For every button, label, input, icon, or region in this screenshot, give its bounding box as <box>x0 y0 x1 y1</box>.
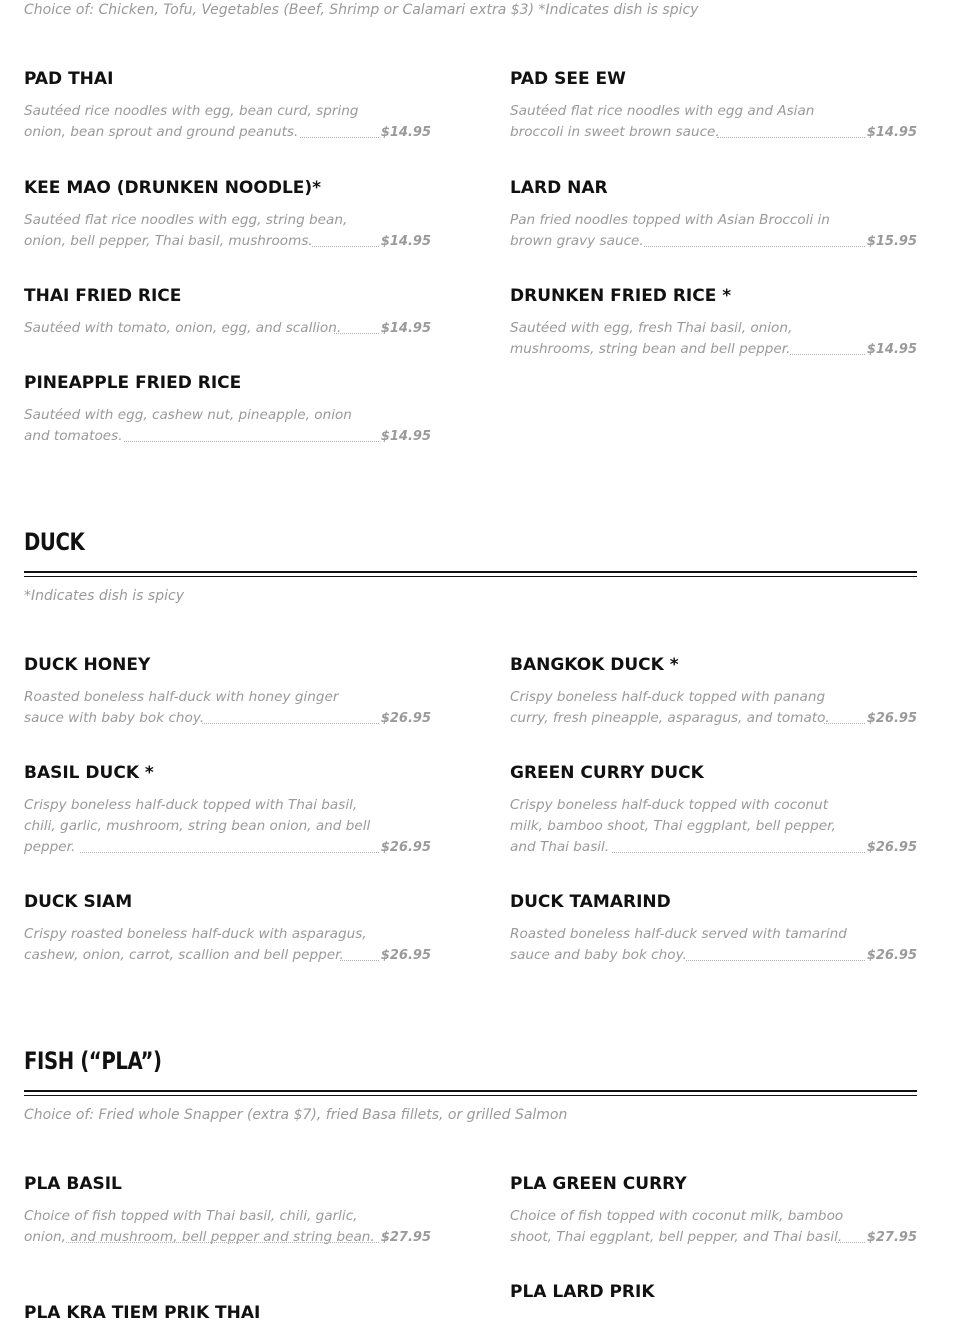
item-price: $27.95 <box>866 1230 917 1245</box>
menu-item-duck-tamarind <box>510 891 917 966</box>
leader-dots <box>202 723 379 724</box>
leader-dots <box>340 960 379 961</box>
item-description: Sautéed with egg, cashew nut, pineapple, onion and tomatoes. <box>24 407 352 444</box>
item-price: $14.95 <box>380 321 431 336</box>
item-name: KEE MAO (DRUNKEN NOODLE)* <box>24 178 322 198</box>
leader-dots <box>644 246 865 247</box>
item-price: $14.95 <box>380 125 431 140</box>
section-divider <box>24 571 917 577</box>
menu-item-pla-lard-prik <box>510 1281 917 1303</box>
item-price: $14.95 <box>380 429 431 444</box>
leader-dots <box>717 137 865 138</box>
menu-item-pla-basil <box>24 1173 431 1248</box>
leader-dots <box>312 246 379 247</box>
menu-item-lard-nar <box>510 177 917 252</box>
menu-item-drunken-fried-rice <box>510 285 917 360</box>
leader-dots <box>686 960 865 961</box>
leader-dots <box>300 137 379 138</box>
item-name: PAD THAI <box>24 69 114 89</box>
section-divider <box>24 1090 917 1096</box>
item-name: LARD NAR <box>510 178 608 198</box>
leader-dots <box>80 852 379 853</box>
item-price: $26.95 <box>380 948 431 963</box>
fish-note: Choice of: Fried whole Snapper (extra $7), fried Basa fillets, or grilled Salmon <box>24 1107 568 1123</box>
item-name: BANGKOK DUCK * <box>510 655 679 675</box>
menu-item-pad-see-ew <box>510 68 917 143</box>
menu-item-green-curry-duck <box>510 762 917 858</box>
item-price: $14.95 <box>866 342 917 357</box>
leader-dots <box>824 723 865 724</box>
item-price: $26.95 <box>380 711 431 726</box>
item-price: $27.95 <box>380 1230 431 1245</box>
item-description: Sautéed with egg, fresh Thai basil, onion, mushrooms, string bean and bell pepper. <box>510 320 793 357</box>
item-name: GREEN CURRY DUCK <box>510 763 704 783</box>
item-description: Crispy boneless half-duck topped with coconut milk, bamboo shoot, Thai eggplant, bell pepper, and Thai basil. <box>510 797 836 855</box>
item-name: DRUNKEN FRIED RICE * <box>510 286 732 306</box>
item-description: Pan fried noodles topped with Asian Broccoli in brown gravy sauce. <box>510 212 830 249</box>
menu-item-bangkok-duck <box>510 654 917 729</box>
menu-item-pla-green-curry <box>510 1173 917 1248</box>
item-name: THAI FRIED RICE <box>24 286 182 306</box>
item-name: BASIL DUCK * <box>24 763 154 783</box>
item-name: PINEAPPLE FRIED RICE <box>24 373 242 393</box>
item-description: Sautéed with tomato, onion, egg, and scallion. <box>24 320 342 336</box>
item-description: Roasted boneless half-duck with honey ginger sauce with baby bok choy. <box>24 689 339 726</box>
leader-dots <box>836 1242 865 1243</box>
menu-item-duck-siam <box>24 891 431 966</box>
item-description: Sautéed flat rice noodles with egg and Asian broccoli in sweet brown sauce. <box>510 103 815 140</box>
leader-dots <box>790 354 865 355</box>
item-description: Crispy roasted boneless half-duck with asparagus, cashew, onion, carrot, scallion and bell pepper. <box>24 926 367 963</box>
item-name: PLA KRA TIEM PRIK THAI <box>24 1303 261 1323</box>
item-price: $14.95 <box>866 125 917 140</box>
item-description: Choice of fish topped with Thai basil, chili, garlic, onion, and mushroom, bell pepper and string bean. <box>24 1208 375 1245</box>
menu-item-thai-fried-rice <box>24 285 431 339</box>
leader-dots <box>66 1242 379 1243</box>
menu-item-basil-duck <box>24 762 431 858</box>
item-name: PLA GREEN CURRY <box>510 1174 687 1194</box>
item-description: Roasted boneless half-duck served with tamarind sauce and baby bok choy. <box>510 926 847 963</box>
section-title-duck: DUCK <box>24 528 85 556</box>
item-price: $26.95 <box>380 840 431 855</box>
item-price: $14.95 <box>380 234 431 249</box>
item-name: PLA BASIL <box>24 1174 122 1194</box>
noodles-note: Choice of: Chicken, Tofu, Vegetables (Beef, Shrimp or Calamari extra $3) *Indicates dish is spicy <box>24 2 699 18</box>
item-price: $15.95 <box>866 234 917 249</box>
duck-note: *Indicates dish is spicy <box>24 588 184 604</box>
section-title-fish: FISH (“PLA”) <box>24 1047 162 1075</box>
item-name: PLA LARD PRIK <box>510 1282 655 1302</box>
menu-item-pad-thai <box>24 68 431 143</box>
item-name: DUCK TAMARIND <box>510 892 671 912</box>
item-name: DUCK HONEY <box>24 655 151 675</box>
item-description: Sautéed rice noodles with egg, bean curd, spring onion, bean sprout and ground peanuts. <box>24 103 359 140</box>
item-name: PAD SEE EW <box>510 69 626 89</box>
item-description: Sautéed flat rice noodles with egg, string bean, onion, bell pepper, Thai basil, mushrooms. <box>24 212 348 249</box>
leader-dots <box>334 333 379 334</box>
item-name: DUCK SIAM <box>24 892 133 912</box>
item-description: Crispy boneless half-duck topped with Thai basil, chili, garlic, mushroom, string bean onion, and bell pepper. <box>24 797 371 855</box>
item-price: $26.95 <box>866 948 917 963</box>
leader-dots <box>612 852 865 853</box>
leader-dots <box>124 441 379 442</box>
item-price: $26.95 <box>866 840 917 855</box>
menu-item-pineapple-fried-rice <box>24 372 431 447</box>
item-description: Choice of fish topped with coconut milk, bamboo shoot, Thai eggplant, bell pepper, and Thai basil. <box>510 1208 844 1245</box>
menu-item-kee-mao <box>24 177 431 252</box>
item-description: Crispy boneless half-duck topped with panang curry, fresh pineapple, asparagus, and tomato. <box>510 689 830 726</box>
menu-item-duck-honey <box>24 654 431 729</box>
item-price: $26.95 <box>866 711 917 726</box>
